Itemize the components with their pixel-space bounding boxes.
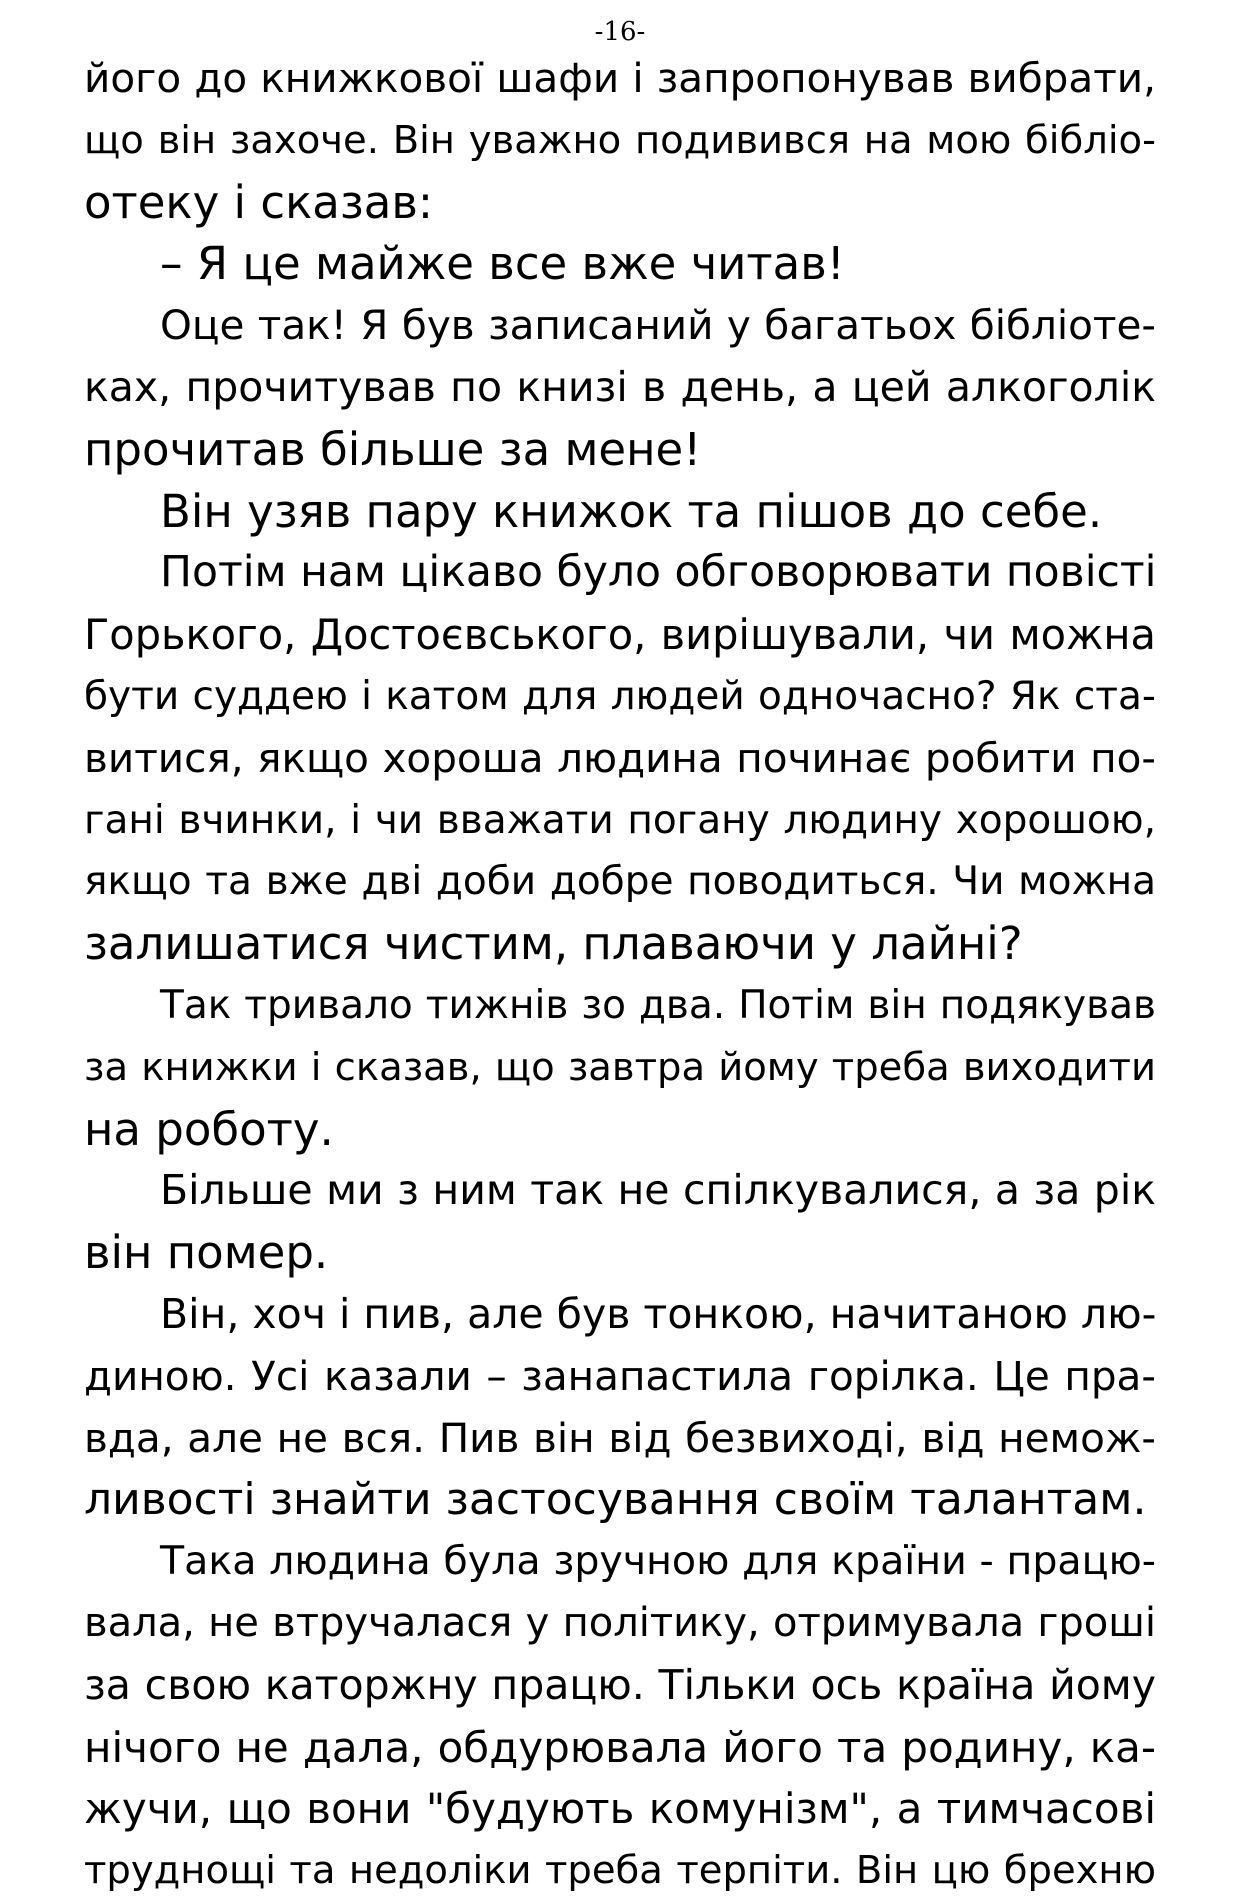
body-text <box>84 48 1156 1902</box>
text-line: гані вчинки, і чи вважати погану людину хорошою, <box>84 797 1156 843</box>
text-line: жучи, що вони "будують комунізм", а тимчасові <box>84 1784 1156 1834</box>
text-line: Потім нам цікаво було обговорювати повісті <box>160 548 1157 598</box>
text-line: за книжки і сказав, що завтра йому треба виходити <box>84 1044 1156 1090</box>
text-line: Він узяв пару книжок та пішов до себе. <box>160 484 1103 538</box>
text-line: диною. Усі казали – занапастила горілка. Це пра- <box>84 1351 1156 1400</box>
text-line: Така людина була зручною для країни - працю- <box>160 1538 1156 1585</box>
text-line: ках, прочитував по книзі в день, а цей алкоголік <box>84 362 1156 411</box>
text-line: на роботу. <box>84 1102 334 1156</box>
page-number: -16- <box>594 17 646 47</box>
text-line: вда, але не вся. Пив він від безвиході, від немож- <box>84 1413 1156 1462</box>
text-line: що він захоче. Він уважно подивився на мою бібліо- <box>84 117 1156 163</box>
text-line: ливості знайти застосування своїм талантам. <box>84 1474 1147 1526</box>
text-line: прочитав більше за мене! <box>84 422 702 476</box>
text-line: бути суддею і катом для людей одночасно? Як ста- <box>84 673 1156 719</box>
text-line: Він, хоч і пив, але був тонкою, начитаною лю- <box>160 1289 1157 1338</box>
text-line: він помер. <box>84 1226 329 1280</box>
text-line: Більше ми з ним так не спілкувалися, а за рік <box>160 1166 1156 1215</box>
text-line: Горького, Достоєвського, вирішували, чи можна <box>84 610 1156 660</box>
text-line: труднощі та недоліки треба терпіти. Він цю брехню <box>84 1848 1156 1894</box>
text-line: за свою каторжну працю. Тільки ось країна йому <box>84 1660 1156 1709</box>
text-line: – Я це майже все вже читав! <box>160 237 845 291</box>
text-line: вала, не втручалася у політику, отримувала гроші <box>84 1599 1156 1646</box>
text-line: якщо та вже дві доби добре поводиться. Чи можна <box>84 859 1156 905</box>
text-line: Оце так! Я був записаний у багатьох бібліоте- <box>160 301 1156 350</box>
text-line: його до книжкової шафи і запропонував вибрати, <box>84 54 1156 102</box>
text-line: отеку і сказав: <box>84 175 434 229</box>
text-line: витися, якщо хороша людина починає робити по- <box>84 733 1156 782</box>
text-line: залишатися чистим, плаваючи у лайні? <box>84 917 1023 971</box>
text-line: Так тривало тижнів зо два. Потім він подякував <box>160 982 1156 1028</box>
text-line: нічого не дала, обдурювала його та родину, ка- <box>84 1722 1156 1772</box>
